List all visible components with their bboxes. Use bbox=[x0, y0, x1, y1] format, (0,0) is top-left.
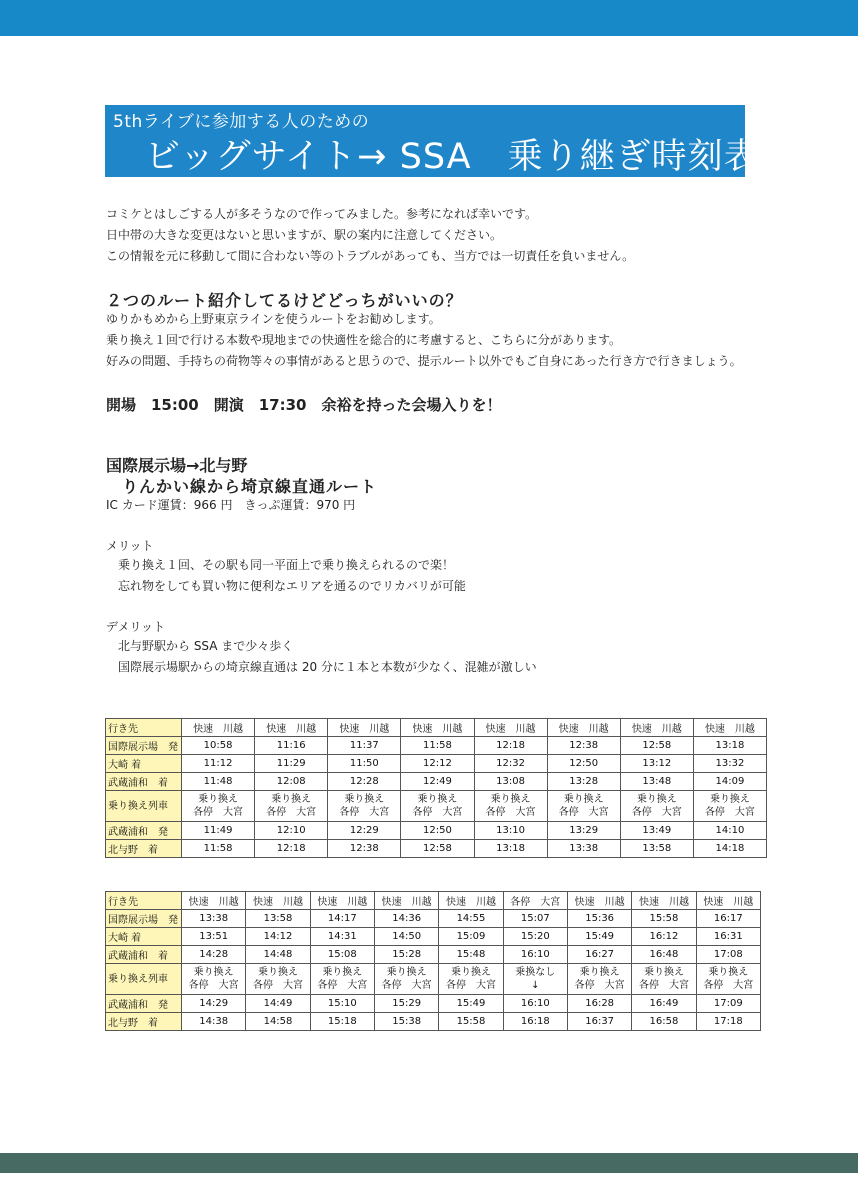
transfer-bottom: 各停 大宮 bbox=[317, 980, 368, 991]
time-cell: 14:28 bbox=[182, 946, 246, 964]
transfer-cell bbox=[547, 791, 620, 822]
demerit-item: 国際展示場駅からの埼京線直通は 20 分に１本と本数が少なく、混雑が激しい bbox=[118, 660, 537, 674]
row-label: 北与野 着 bbox=[106, 1013, 182, 1031]
osaki-arrive-row bbox=[106, 755, 767, 773]
time-cell: 14:38 bbox=[182, 1013, 246, 1031]
transfer-bottom: 各停 大宮 bbox=[704, 807, 755, 818]
time-cell: 10:58 bbox=[182, 737, 255, 755]
transfer-cell bbox=[503, 964, 567, 995]
transfer-top: 乗り換え bbox=[579, 967, 620, 978]
time-cell: 12:08 bbox=[255, 773, 328, 791]
banner-subtitle: 5thライブに参加する人のための bbox=[113, 112, 370, 132]
route-title: 国際展示場→北与野 bbox=[106, 456, 248, 475]
time-cell: 11:58 bbox=[182, 840, 255, 858]
time-cell: 14:58 bbox=[246, 1013, 310, 1031]
merit-label: メリット bbox=[106, 539, 154, 553]
time-cell: 15:08 bbox=[310, 946, 374, 964]
time-cell: 14:29 bbox=[182, 995, 246, 1013]
time-cell: 15:07 bbox=[503, 910, 567, 928]
time-cell: 13:08 bbox=[474, 773, 547, 791]
time-cell: 13:10 bbox=[474, 822, 547, 840]
time-cell: 12:58 bbox=[620, 737, 693, 755]
time-cell: 16:49 bbox=[632, 995, 696, 1013]
time-cell: 12:38 bbox=[547, 737, 620, 755]
timetable-1 bbox=[105, 718, 767, 858]
time-cell: 15:58 bbox=[439, 1013, 503, 1031]
row-label: 武蔵浦和 発 bbox=[106, 822, 182, 840]
banner-title: ビッグサイト→ SSA 乗り継ぎ時刻表 bbox=[145, 137, 760, 177]
time-cell: 15:36 bbox=[567, 910, 631, 928]
destination-cell: 快速 川越 bbox=[374, 892, 438, 910]
time-cell: 12:58 bbox=[401, 840, 474, 858]
destination-cell: 快速 川越 bbox=[401, 719, 474, 737]
transfer-top: 乗り換え bbox=[636, 794, 677, 805]
kitayono-arrive-row bbox=[106, 840, 767, 858]
intro-line: この情報を元に移動して間に合わない等のトラブルがあっても、当方では一切責任を負いません。 bbox=[106, 249, 635, 263]
intro-line: コミケとはしごする人が多そうなので作ってみました。参考になれば幸いです。 bbox=[106, 207, 538, 221]
time-cell: 16:10 bbox=[503, 946, 567, 964]
transfer-top: 乗り換え bbox=[271, 794, 312, 805]
time-cell: 17:09 bbox=[696, 995, 760, 1013]
transfer-bottom: 各停 大宮 bbox=[188, 980, 239, 991]
destination-cell: 快速 川越 bbox=[182, 719, 255, 737]
musashiurawa-depart-row bbox=[106, 822, 767, 840]
transfer-cell bbox=[632, 964, 696, 995]
transfer-bottom: 各停 大宮 bbox=[445, 980, 496, 991]
transfer-bottom: 各停 大宮 bbox=[485, 807, 536, 818]
time-cell: 15:28 bbox=[374, 946, 438, 964]
destination-cell: 快速 川越 bbox=[567, 892, 631, 910]
time-cell: 14:18 bbox=[693, 840, 766, 858]
transfer-bottom: 各停 大宮 bbox=[381, 980, 432, 991]
musashiurawa-arrive-row bbox=[106, 946, 761, 964]
answer-line: 乗り換え１回で行ける本数や現地までの快適性を総合的に考慮すると、こちらに分があります。 bbox=[106, 333, 622, 347]
destination-cell: 快速 川越 bbox=[474, 719, 547, 737]
time-cell: 16:27 bbox=[567, 946, 631, 964]
time-cell: 12:10 bbox=[255, 822, 328, 840]
time-cell: 12:38 bbox=[328, 840, 401, 858]
time-cell: 16:58 bbox=[632, 1013, 696, 1031]
row-label: 行き先 bbox=[106, 719, 182, 737]
time-cell: 16:10 bbox=[503, 995, 567, 1013]
transfer-cell bbox=[182, 964, 246, 995]
time-cell: 14:49 bbox=[246, 995, 310, 1013]
demerit-list bbox=[118, 636, 537, 678]
intro-paragraph bbox=[106, 204, 634, 267]
transfer-row bbox=[106, 791, 767, 822]
time-cell: 13:18 bbox=[474, 840, 547, 858]
time-cell: 17:08 bbox=[696, 946, 760, 964]
transfer-bottom: 各停 大宮 bbox=[558, 807, 609, 818]
time-cell: 11:29 bbox=[255, 755, 328, 773]
time-cell: 14:55 bbox=[439, 910, 503, 928]
transfer-top: 乗り換え bbox=[386, 967, 427, 978]
fare-info: IC カード運賃：966 円 きっぷ運賃：970 円 bbox=[106, 498, 356, 512]
time-cell: 13:49 bbox=[620, 822, 693, 840]
musashiurawa-depart-row bbox=[106, 995, 761, 1013]
transfer-top: 乗り換え bbox=[450, 967, 491, 978]
time-cell: 11:16 bbox=[255, 737, 328, 755]
transfer-cell bbox=[620, 791, 693, 822]
time-cell: 15:58 bbox=[632, 910, 696, 928]
time-cell: 13:12 bbox=[620, 755, 693, 773]
time-cell: 12:18 bbox=[255, 840, 328, 858]
time-cell: 13:38 bbox=[182, 910, 246, 928]
transfer-bottom: 各停 大宮 bbox=[412, 807, 463, 818]
time-cell: 13:29 bbox=[547, 822, 620, 840]
transfer-cell bbox=[255, 791, 328, 822]
time-cell: 16:12 bbox=[632, 928, 696, 946]
kitayono-arrive-row bbox=[106, 1013, 761, 1031]
intro-line: 日中帯の大きな変更はないと思いますが、駅の案内に注意してください。 bbox=[106, 228, 503, 242]
row-label: 乗り換え列車 bbox=[106, 791, 182, 822]
row-label: 大崎 着 bbox=[106, 928, 182, 946]
time-cell: 16:18 bbox=[503, 1013, 567, 1031]
kokusai-depart-row bbox=[106, 737, 767, 755]
time-cell: 11:49 bbox=[182, 822, 255, 840]
transfer-top: 乗り換え bbox=[490, 794, 531, 805]
destination-cell: 快速 川越 bbox=[632, 892, 696, 910]
destination-cell: 快速 川越 bbox=[696, 892, 760, 910]
time-cell: 15:49 bbox=[439, 995, 503, 1013]
time-cell: 15:20 bbox=[503, 928, 567, 946]
transfer-top: 乗り換え bbox=[709, 794, 750, 805]
transfer-cell bbox=[474, 791, 547, 822]
transfer-top: 乗り換え bbox=[344, 794, 385, 805]
time-cell: 11:48 bbox=[182, 773, 255, 791]
transfer-top: 乗り換え bbox=[198, 794, 239, 805]
bottom-accent-bar bbox=[0, 1153, 858, 1173]
transfer-top: 乗り換え bbox=[643, 967, 684, 978]
transfer-cell bbox=[328, 791, 401, 822]
destination-cell: 快速 川越 bbox=[182, 892, 246, 910]
demerit-label: デメリット bbox=[106, 620, 166, 634]
transfer-top: 乗り換え bbox=[708, 967, 749, 978]
row-label: 行き先 bbox=[106, 892, 182, 910]
time-cell: 15:29 bbox=[374, 995, 438, 1013]
merit-item: 忘れ物をしても買い物に便利なエリアを通るのでリカバリが可能 bbox=[118, 579, 466, 593]
transfer-cell bbox=[182, 791, 255, 822]
transfer-top: 乗り換え bbox=[417, 794, 458, 805]
transfer-cell bbox=[401, 791, 474, 822]
time-cell: 14:09 bbox=[693, 773, 766, 791]
musashiurawa-arrive-row bbox=[106, 773, 767, 791]
time-cell: 16:48 bbox=[632, 946, 696, 964]
time-cell: 13:48 bbox=[620, 773, 693, 791]
merit-list bbox=[118, 555, 466, 597]
transfer-cell bbox=[696, 964, 760, 995]
time-cell: 15:18 bbox=[310, 1013, 374, 1031]
destination-cell: 快速 川越 bbox=[255, 719, 328, 737]
destination-row bbox=[106, 892, 761, 910]
transfer-top: 乗り換え bbox=[563, 794, 604, 805]
time-cell: 14:10 bbox=[693, 822, 766, 840]
destination-cell: 快速 川越 bbox=[693, 719, 766, 737]
destination-row bbox=[106, 719, 767, 737]
time-cell: 14:17 bbox=[310, 910, 374, 928]
transfer-bottom: 各停 大宮 bbox=[266, 807, 317, 818]
time-cell: 13:38 bbox=[547, 840, 620, 858]
time-cell: 17:18 bbox=[696, 1013, 760, 1031]
time-cell: 13:58 bbox=[620, 840, 693, 858]
transfer-top: 乗り換え bbox=[193, 967, 234, 978]
row-label: 武蔵浦和 着 bbox=[106, 773, 182, 791]
time-cell: 14:31 bbox=[310, 928, 374, 946]
kokusai-depart-row bbox=[106, 910, 761, 928]
time-cell: 13:51 bbox=[182, 928, 246, 946]
transfer-bottom: 各停 大宮 bbox=[574, 980, 625, 991]
destination-cell: 快速 川越 bbox=[328, 719, 401, 737]
destination-cell: 各停 大宮 bbox=[503, 892, 567, 910]
transfer-top: 乗換なし bbox=[515, 967, 556, 978]
row-label: 大崎 着 bbox=[106, 755, 182, 773]
transfer-cell bbox=[374, 964, 438, 995]
question-answer bbox=[106, 309, 742, 372]
transfer-cell bbox=[693, 791, 766, 822]
time-cell: 11:12 bbox=[182, 755, 255, 773]
time-cell: 12:18 bbox=[474, 737, 547, 755]
transfer-top: 乗り換え bbox=[322, 967, 363, 978]
time-cell: 12:49 bbox=[401, 773, 474, 791]
time-cell: 12:50 bbox=[401, 822, 474, 840]
answer-line: 好みの問題、手持ちの荷物等々の事情があると思うので、提示ルート以外でもご自身にあった行き方で行きましょう。 bbox=[106, 354, 742, 368]
time-cell: 13:32 bbox=[693, 755, 766, 773]
time-cell: 16:17 bbox=[696, 910, 760, 928]
time-cell: 12:12 bbox=[401, 755, 474, 773]
time-cell: 15:48 bbox=[439, 946, 503, 964]
time-cell: 12:50 bbox=[547, 755, 620, 773]
transfer-cell bbox=[246, 964, 310, 995]
row-label: 武蔵浦和 着 bbox=[106, 946, 182, 964]
row-label: 北与野 着 bbox=[106, 840, 182, 858]
transfer-top: 乗り換え bbox=[257, 967, 298, 978]
time-cell: 12:32 bbox=[474, 755, 547, 773]
transfer-row bbox=[106, 964, 761, 995]
transfer-bottom: 各停 大宮 bbox=[638, 980, 689, 991]
time-cell: 13:18 bbox=[693, 737, 766, 755]
time-cell: 11:50 bbox=[328, 755, 401, 773]
open-time-notice: 開場 15:00 開演 17:30 余裕を持った会場入りを！ bbox=[106, 396, 502, 414]
time-cell: 14:12 bbox=[246, 928, 310, 946]
time-cell: 13:28 bbox=[547, 773, 620, 791]
transfer-bottom: 各停 大宮 bbox=[339, 807, 390, 818]
transfer-bottom: 各停 大宮 bbox=[252, 980, 303, 991]
transfer-bottom: 各停 大宮 bbox=[193, 807, 244, 818]
destination-cell: 快速 川越 bbox=[310, 892, 374, 910]
row-label: 乗り換え列車 bbox=[106, 964, 182, 995]
destination-cell: 快速 川越 bbox=[547, 719, 620, 737]
time-cell: 12:29 bbox=[328, 822, 401, 840]
transfer-cell bbox=[439, 964, 503, 995]
time-cell: 14:36 bbox=[374, 910, 438, 928]
time-cell: 12:28 bbox=[328, 773, 401, 791]
transfer-cell bbox=[310, 964, 374, 995]
destination-cell: 快速 川越 bbox=[439, 892, 503, 910]
time-cell: 15:10 bbox=[310, 995, 374, 1013]
time-cell: 16:31 bbox=[696, 928, 760, 946]
time-cell: 15:49 bbox=[567, 928, 631, 946]
time-cell: 14:48 bbox=[246, 946, 310, 964]
time-cell: 11:37 bbox=[328, 737, 401, 755]
transfer-cell bbox=[567, 964, 631, 995]
destination-cell: 快速 川越 bbox=[246, 892, 310, 910]
time-cell: 14:50 bbox=[374, 928, 438, 946]
time-cell: 15:09 bbox=[439, 928, 503, 946]
osaki-arrive-row bbox=[106, 928, 761, 946]
time-cell: 16:37 bbox=[567, 1013, 631, 1031]
destination-cell: 快速 川越 bbox=[620, 719, 693, 737]
row-label: 武蔵浦和 発 bbox=[106, 995, 182, 1013]
merit-item: 乗り換え１回、その駅も同一平面上で乗り換えられるので楽！ bbox=[118, 558, 455, 572]
top-accent-bar bbox=[0, 0, 858, 36]
time-cell: 11:58 bbox=[401, 737, 474, 755]
time-cell: 16:28 bbox=[567, 995, 631, 1013]
row-label: 国際展示場 発 bbox=[106, 910, 182, 928]
timetable-2 bbox=[105, 891, 761, 1031]
answer-line: ゆりかもめから上野東京ラインを使うルートをお勧めします。 bbox=[106, 312, 441, 326]
time-cell: 15:38 bbox=[374, 1013, 438, 1031]
title-banner bbox=[105, 105, 760, 177]
transfer-bottom: ↓ bbox=[531, 980, 540, 991]
question-heading: ２つのルート紹介してるけどどっちがいいの？ bbox=[106, 291, 463, 310]
time-cell: 13:58 bbox=[246, 910, 310, 928]
transfer-bottom: 各停 大宮 bbox=[631, 807, 682, 818]
row-label: 国際展示場 発 bbox=[106, 737, 182, 755]
route-subtitle: りんかい線から埼京線直通ルート bbox=[122, 477, 378, 496]
transfer-bottom: 各停 大宮 bbox=[703, 980, 754, 991]
demerit-item: 北与野駅から SSA まで少々歩く bbox=[118, 639, 294, 653]
